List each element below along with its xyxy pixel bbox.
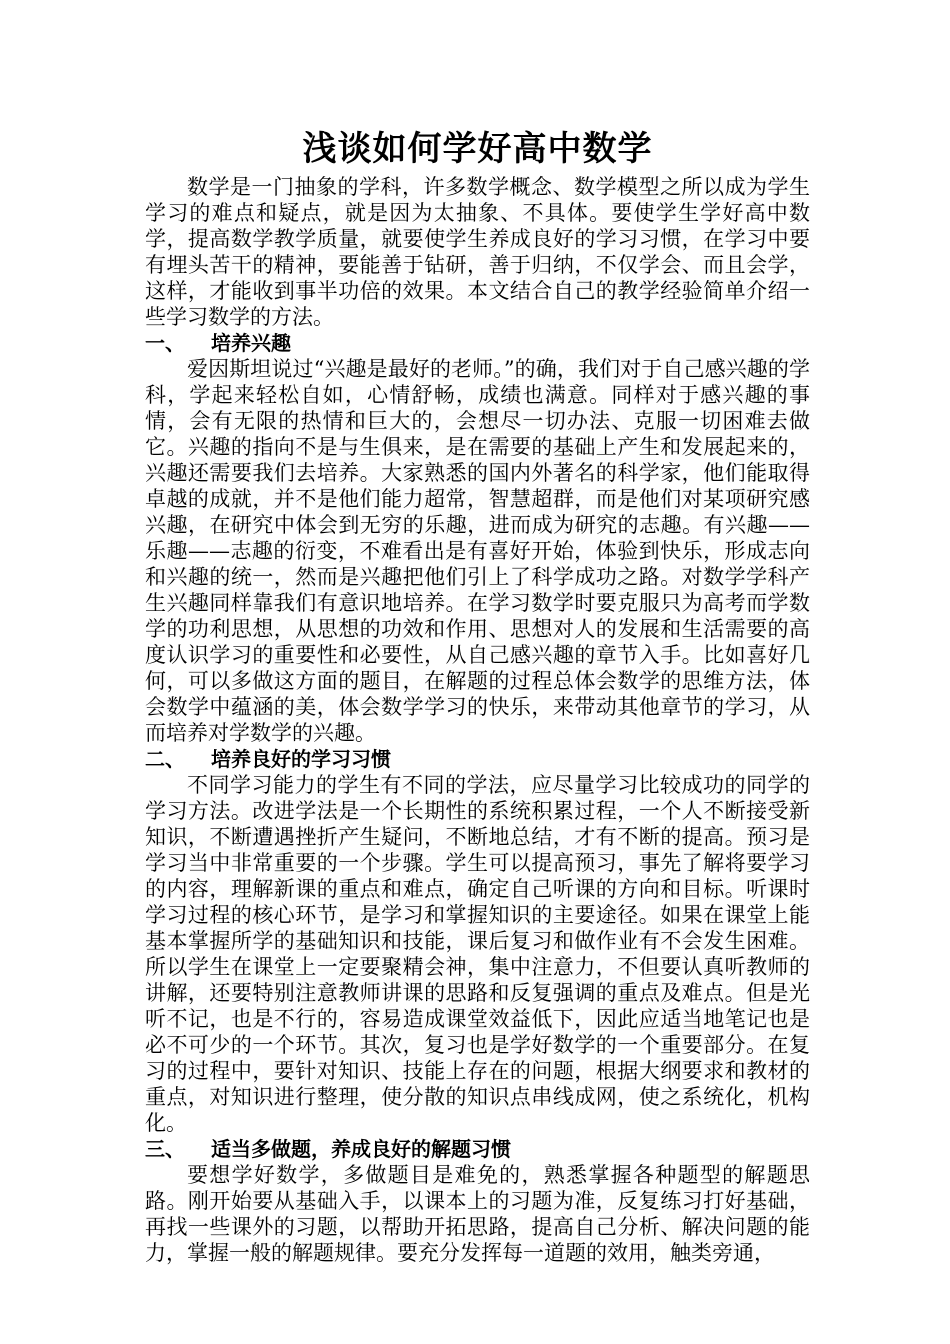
document-title: 浅谈如何学好高中数学 xyxy=(302,129,653,169)
section-heading-1 xyxy=(145,330,810,356)
section-body-2: 不同学习能力的学生有不同的学法，应尽量学习比较成功的同学的学习方法。改进学法是一个长期性的系统积累过程，一个人不断接受新知识，不断遭遇挫折产生疑问，不断地总结，才有不断的提高。预习是学习当中非常重要的一个步骤。学生可以提高预习，事先了解将要学习的内容，理解新课的重点和难点，确定自己听课的方向和目标。听课时学习过程的核心环节，是学习和掌握知识的主要途径。如果在课堂上能基本掌握所学的基础知识和技能，课后复习和做作业有不会发生困难。所以学生在课堂上一定要聚精会神，集中注意力，不但要认真听教师的讲解，还要特别注意教师讲课的思路和反复强调的重点及难点。但是光听不记，也是不行的，容易造成课堂效益低下，因此应适当地笔记也是必不可少的一个环节。其次，复习也是学好数学的一个重要部分。在复习的过程中，要针对知识、技能上存在的问题，根据大纲要求和教材的重点，对知识进行整理，使分散的知识点串线成网，使之系统化，机构化。 xyxy=(145,773,810,1135)
section-heading-3 xyxy=(145,1136,810,1162)
document-page xyxy=(145,124,810,1266)
section-number-3: 三、 xyxy=(145,1137,185,1161)
section-title-3: 适当多做题，养成良好的解题习惯 xyxy=(211,1137,511,1161)
section-number-1: 一、 xyxy=(145,331,185,355)
section-body-3: 要想学好数学，多做题目是难免的，熟悉掌握各种题型的解题思路。刚开始要从基础入手，以课本上的习题为准，反复练习打好基础，再找一些课外的习题，以帮助开拓思路，提高自己分析、解决问题的能力，掌握一般的解题规律。要充分发挥每一道题的效用，触类旁通， xyxy=(145,1163,810,1265)
intro-paragraph: 数学是一门抽象的学科，许多数学概念、数学模型之所以成为学生学习的难点和疑点，就是因为太抽象、不具体。要使学生学好高中数学，提高数学教学质量，就要使学生养成良好的学习习惯，在学习中要有埋头苦干的精神，要能善于钻研，善于归纳，不仅学会、而且会学，这样，才能收到事半功倍的效果。本文结合自己的教学经验简单介绍一些学习数学的方法。 xyxy=(145,175,810,329)
section-heading-2 xyxy=(145,746,810,772)
section-number-2: 二、 xyxy=(145,747,185,771)
section-title-2: 培养良好的学习习惯 xyxy=(211,747,391,771)
section-body-1: 爱因斯坦说过“兴趣是最好的老师。”的确，我们对于自己感兴趣的学科，学起来轻松自如，心情舒畅，成绩也满意。同样对于感兴趣的事情，会有无限的热情和巨大的，会想尽一切办法、克服一切困难去做它。兴趣的指向不是与生俱来，是在需要的基础上产生和发展起来的，兴趣还需要我们去培养。大家熟悉的国内外著名的科学家，他们能取得卓越的成就，并不是他们能力超常，智慧超群，而是他们对某项研究感兴趣，在研究中体会到无穷的乐趣，进而成为研究的志趣。有兴趣——乐趣——志趣的衍变，不难看出是有喜好开始，体验到快乐，形成志向和兴趣的统一，然而是兴趣把他们引上了科学成功之路。对数学学科产生兴趣同样靠我们有意识地培养。在学习数学时要克服只为高考而学数学的功利思想，从思想的功效和作用、思想对人的发展和生活需要的高度认识学习的重要性和必要性，从自己感兴趣的章节入手。比如喜好几何，可以多做这方面的题目，在解题的过程总体会数学的思维方法，体会数学中蕴涵的美，体会数学学习的快乐，来带动其他章节的学习，从而培养对学数学的兴趣。 xyxy=(145,357,810,745)
section-title-1: 培养兴趣 xyxy=(211,331,291,355)
